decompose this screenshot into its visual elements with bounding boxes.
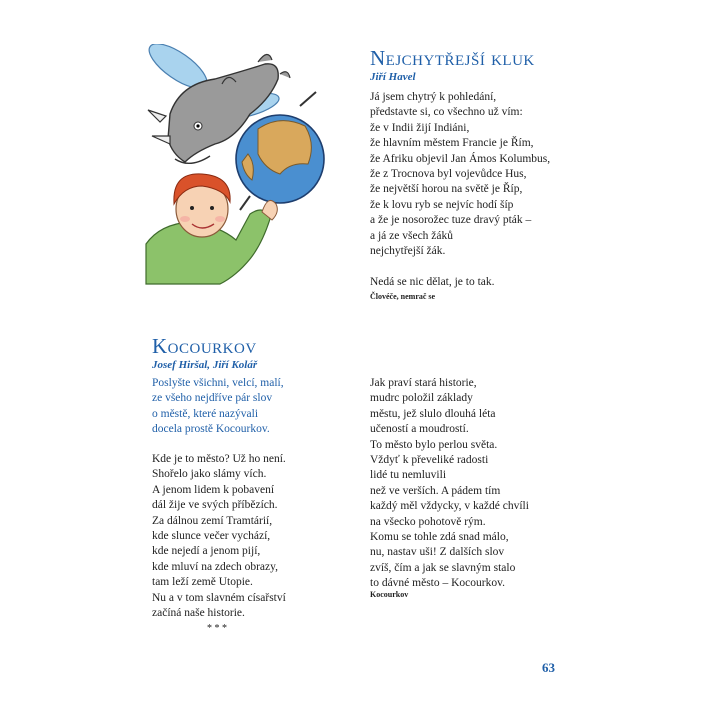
poem-line: ze všeho nejdříve pár slov [152, 392, 273, 405]
poem-line: a já ze všech žáků [370, 229, 454, 242]
poem-line: že největší horou na světě je Říp, [370, 183, 523, 196]
poem2-intro [152, 376, 284, 438]
poem-line: Poslyšte všichni, velcí, malí, [152, 377, 284, 389]
poem-line: kde nejedí a jenom pijí, [152, 545, 261, 558]
poem-line: Já jsem chytrý k pohledání, [370, 91, 497, 103]
poem-line: Nu a v tom slavném císařství [152, 591, 286, 604]
poem-line: že z Trocnova byl vojevůdce Hus, [370, 167, 527, 180]
poem-line: To město bylo perlou světa. [370, 438, 498, 451]
poem-line: že hlavním městem Francie je Řím, [370, 137, 534, 150]
poem2-right-column [370, 376, 529, 591]
poem-line: a že je nosorožec tuze dravý pták – [370, 214, 532, 227]
page-number: 63 [542, 660, 555, 675]
poem1-title: Nejchytřejší kluk [370, 46, 535, 70]
section-stars: * * * [207, 623, 227, 634]
poem2-author-1: Josef Hiršal, [152, 359, 211, 371]
poem1-text [370, 90, 550, 290]
poem-line: že k lovu ryb se nejvíc hodí šíp [370, 198, 514, 211]
poem2-author-2: Jiří Kolář [212, 359, 258, 371]
poem-line: docela prostě Kocourkov. [152, 423, 270, 436]
poem-line: nu, nastav uši! Z dalších slov [370, 546, 505, 559]
poem1-author: Jiří Havel [370, 71, 416, 83]
poem-line: kde mluví na zdech obrazy, [152, 560, 279, 573]
poem2-authors [152, 359, 257, 372]
poem-line: Komu se tohle zdá snad málo, [370, 530, 509, 543]
poem-line: Nedá se nic dělat, je to tak. [370, 275, 495, 288]
poem2-title: Kocourkov [152, 334, 257, 358]
poem2-left-column [152, 452, 286, 621]
poem-line: mudrc položil základy [370, 392, 473, 405]
poem-line: Vždyť k převeliké radosti [370, 453, 489, 466]
poem-line: to dávné město – Kocourkov. [370, 577, 505, 590]
poem-line: že Afriku objevil Jan Ámos Kolumbus, [370, 152, 551, 165]
poem-line: zvíš, čím a jak se slavným stalo [370, 561, 516, 574]
poem-line: kde slunce večer vychází, [152, 529, 271, 542]
poem-line: tam leží země Utopie. [152, 576, 253, 589]
poem-line: představte si, co všechno už vím: [370, 106, 523, 119]
poem-line: dál žije ve svých příbězích. [152, 499, 278, 512]
poem-line: lidé tu nemluvili [370, 469, 447, 482]
poem-line: každý měl vždycky, v každé chvíli [370, 500, 529, 513]
poem-line: než ve verších. A pádem tím [370, 484, 501, 497]
poem-line: na všecko pohotově rým. [370, 515, 486, 528]
poem-line: že v Indii žijí Indiáni, [370, 121, 470, 134]
poem-line: nejchytřejší žák. [370, 244, 446, 257]
poem-line: Kde je to město? Už ho není. [152, 453, 286, 465]
poem-line: o městě, které nazývali [152, 407, 259, 420]
poem1-source: Človéče, nemrač se [370, 292, 436, 301]
poem-line: městu, jež slulo dlouhá léta [370, 407, 496, 420]
poem-line: A jenom lidem k pobavení [152, 483, 275, 496]
poem-line: Shořelo jako slámy vích. [152, 468, 267, 481]
poem-line: Za dálnou zemí Tramtárií, [152, 514, 273, 527]
boy-globe-rhino-illustration [140, 44, 345, 289]
poem-line: začíná naše historie. [152, 606, 245, 619]
poem2-source: Kocourkov [370, 590, 409, 599]
poem-line: Jak praví stará historie, [370, 377, 477, 389]
poem-line: učeností a moudrostí. [370, 423, 469, 436]
